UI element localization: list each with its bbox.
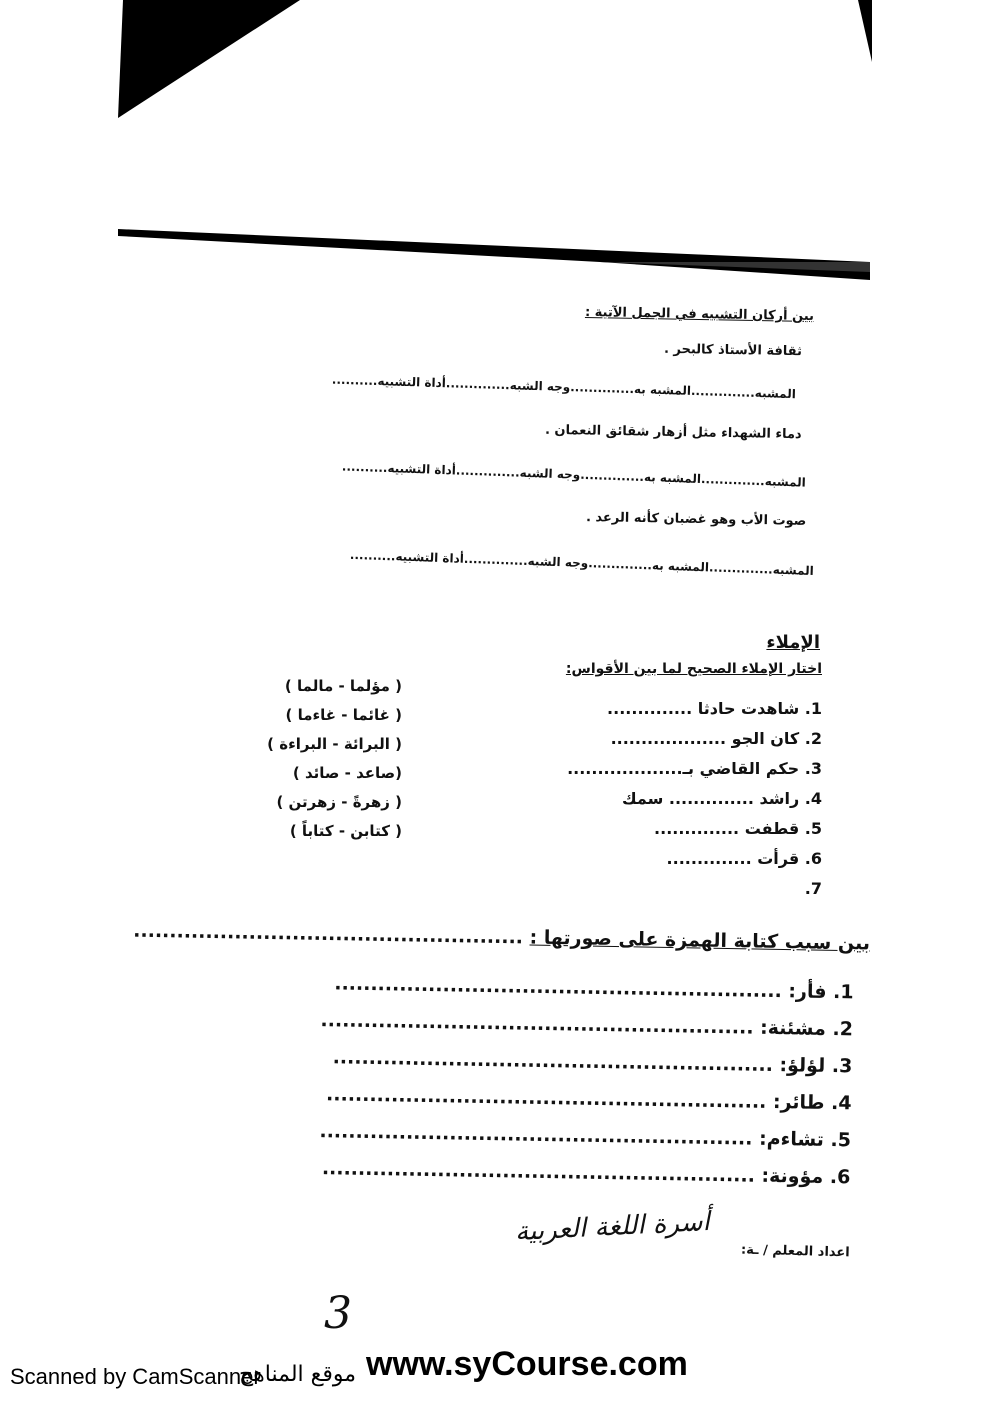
section2-title: الإملاء xyxy=(766,632,820,653)
list-item[interactable]: 5. قطفت .............. xyxy=(654,819,822,838)
sentence-text: صوت الأب وهو غضبان كأنه الرعد . xyxy=(585,510,807,529)
list-item[interactable]: 3. حكم القاضي بـ................... xyxy=(567,759,822,778)
option-pair: ( كتابن - كتاباً ) xyxy=(289,822,402,840)
option-pair: ( زهرةً - زهرتن ) xyxy=(276,793,402,811)
dictation-options xyxy=(202,672,402,846)
teacher-signature: أسرة اللغة العربية xyxy=(514,1206,711,1248)
option-pair: ( البرائة - البراءة ) xyxy=(267,735,402,753)
section3-heading-text: بين سبب كتابة الهمزة على صورتها : xyxy=(529,926,871,955)
list-item[interactable]: 6. قرأت .............. xyxy=(666,849,822,868)
option-pair: ( مؤلما - مالما ) xyxy=(284,677,402,695)
answer-line[interactable]: المشبه..............المشبه به..............وجه الشبه..............أداة التشبيه.......... xyxy=(349,547,815,579)
sentence-text: ثقافة الأستاذ كالبحر . xyxy=(663,341,803,360)
hamza-items xyxy=(120,962,854,1197)
option-pair: (صاعد - صائد ) xyxy=(292,764,402,782)
list-item[interactable]: 6. مؤونة: ............................................................ xyxy=(321,1157,851,1189)
section1-heading: بين أركان التشبيه في الجمل الآتية : xyxy=(584,305,815,324)
website-link[interactable]: www.syCourse.com xyxy=(366,1345,688,1383)
scanned-by-watermark: Scanned by CamScanner xyxy=(10,1364,261,1389)
list-item[interactable]: 7. xyxy=(804,879,822,898)
answer-line[interactable]: المشبه..............المشبه به..............وجه الشبه..............أداة التشبيه.......... xyxy=(341,459,807,490)
list-item[interactable]: 2. مشئنة: ............................................................ xyxy=(320,1009,854,1041)
list-item[interactable]: 4. طائر: ............................................................. xyxy=(325,1083,852,1115)
list-item[interactable]: 2. كان الجو ................... xyxy=(610,729,822,748)
option-pair: ( غائما - غاءما ) xyxy=(285,706,402,724)
dotted-line: ...................................................... xyxy=(133,919,524,949)
section2-instruction: اختار الإملاء الصحيح لما بين الأقواس: xyxy=(565,661,822,677)
section3-heading xyxy=(130,920,870,955)
sentence-text: دماء الشهداء مثل أزهار شقائق النعمان . xyxy=(545,422,803,443)
prepared-by-label: اعداد المعلم / ـة: xyxy=(741,1242,851,1261)
site-arabic-name: موقع المناهج xyxy=(238,1362,356,1387)
answer-line[interactable]: المشبه..............المشبه به..............وجه الشبه..............أداة التشبيه.......... xyxy=(331,372,797,402)
list-item[interactable]: 1. فأر: .............................................................. xyxy=(334,972,854,1004)
list-item[interactable]: 5. تشاءم: ............................................................ xyxy=(319,1120,852,1152)
list-item[interactable]: 3. لؤلؤ: ............................................................. xyxy=(332,1046,853,1078)
dictation-items xyxy=(422,694,822,904)
list-item[interactable]: 4. راشد .............. سمك xyxy=(621,789,822,808)
list-item[interactable]: 1. شاهدت حادثا .............. xyxy=(607,699,822,718)
scan-page-edge-artifact xyxy=(0,0,992,300)
page-number: 3 xyxy=(324,1288,352,1339)
